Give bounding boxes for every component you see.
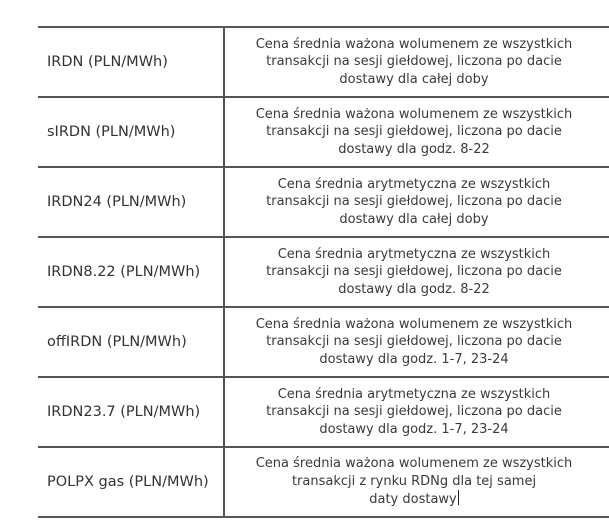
description-line: Cena średnia arytmetyczna ze wszystkich: [277, 176, 551, 192]
description-line: dostawy dla godz. 1-7, 23-24: [319, 421, 509, 437]
index-description-cell[interactable]: [224, 377, 609, 447]
description-line: dostawy dla godz. 8-22: [338, 281, 490, 297]
description-line: Cena średnia ważona wolumenem ze wszystkich: [255, 106, 573, 122]
table-row: [38, 377, 609, 447]
description-line: transakcji na sesji giełdowej, liczona po dacie: [266, 194, 562, 210]
description-line: dostawy dla godz. 8-22: [338, 141, 490, 157]
description-line: [243, 490, 585, 509]
description-line: transakcji na sesji giełdowej, liczona po dacie: [266, 264, 562, 280]
description-line: dostawy dla całej doby: [339, 211, 489, 227]
index-name-cell[interactable]: IRDN (PLN/MWh): [38, 27, 224, 97]
index-description-cell[interactable]: [224, 237, 609, 307]
index-name-cell[interactable]: IRDN8.22 (PLN/MWh): [38, 237, 224, 307]
description-line-text: daty dostawy: [369, 492, 457, 508]
index-name-cell[interactable]: POLPX gas (PLN/MWh): [38, 447, 224, 517]
description-line: Cena średnia arytmetyczna ze wszystkich: [277, 246, 551, 262]
description-line: Cena średnia arytmetyczna ze wszystkich: [277, 386, 551, 402]
index-name-cell[interactable]: IRDN24 (PLN/MWh): [38, 167, 224, 237]
index-name-cell[interactable]: IRDN23.7 (PLN/MWh): [38, 377, 224, 447]
table-row: [38, 167, 609, 237]
index-name-cell[interactable]: offIRDN (PLN/MWh): [38, 307, 224, 377]
description-line: Cena średnia ważona wolumenem ze wszystkich: [255, 36, 573, 52]
table-row: [38, 97, 609, 167]
description-line: transakcji na sesji giełdowej, liczona po dacie: [266, 334, 562, 350]
index-description-cell[interactable]: [224, 167, 609, 237]
index-description-cell[interactable]: [224, 307, 609, 377]
table-row: [38, 27, 609, 97]
description-line: Cena średnia ważona wolumenem ze wszystkich: [255, 316, 573, 332]
description-line: transakcji na sesji giełdowej, liczona po dacie: [266, 54, 562, 70]
description-line: Cena średnia ważona wolumenem ze wszystkich: [255, 456, 573, 472]
index-description-cell[interactable]: [224, 97, 609, 167]
description-line: transakcji na sesji giełdowej, liczona po dacie: [266, 124, 562, 140]
index-description-cell[interactable]: [224, 27, 609, 97]
price-index-table-body: [38, 27, 609, 517]
index-description-cell[interactable]: [224, 447, 609, 517]
description-line: dostawy dla godz. 1-7, 23-24: [319, 351, 509, 367]
description-line: dostawy dla całej doby: [339, 71, 489, 87]
description-line: transakcji na sesji giełdowej, liczona po dacie: [266, 404, 562, 420]
table-row: [38, 447, 609, 517]
table-row: [38, 237, 609, 307]
text-cursor: [458, 490, 459, 505]
description-line: transakcji z rynku RDNg dla tej samej: [291, 473, 537, 489]
price-index-table: [38, 26, 609, 518]
table-row: [38, 307, 609, 377]
index-name-cell[interactable]: sIRDN (PLN/MWh): [38, 97, 224, 167]
